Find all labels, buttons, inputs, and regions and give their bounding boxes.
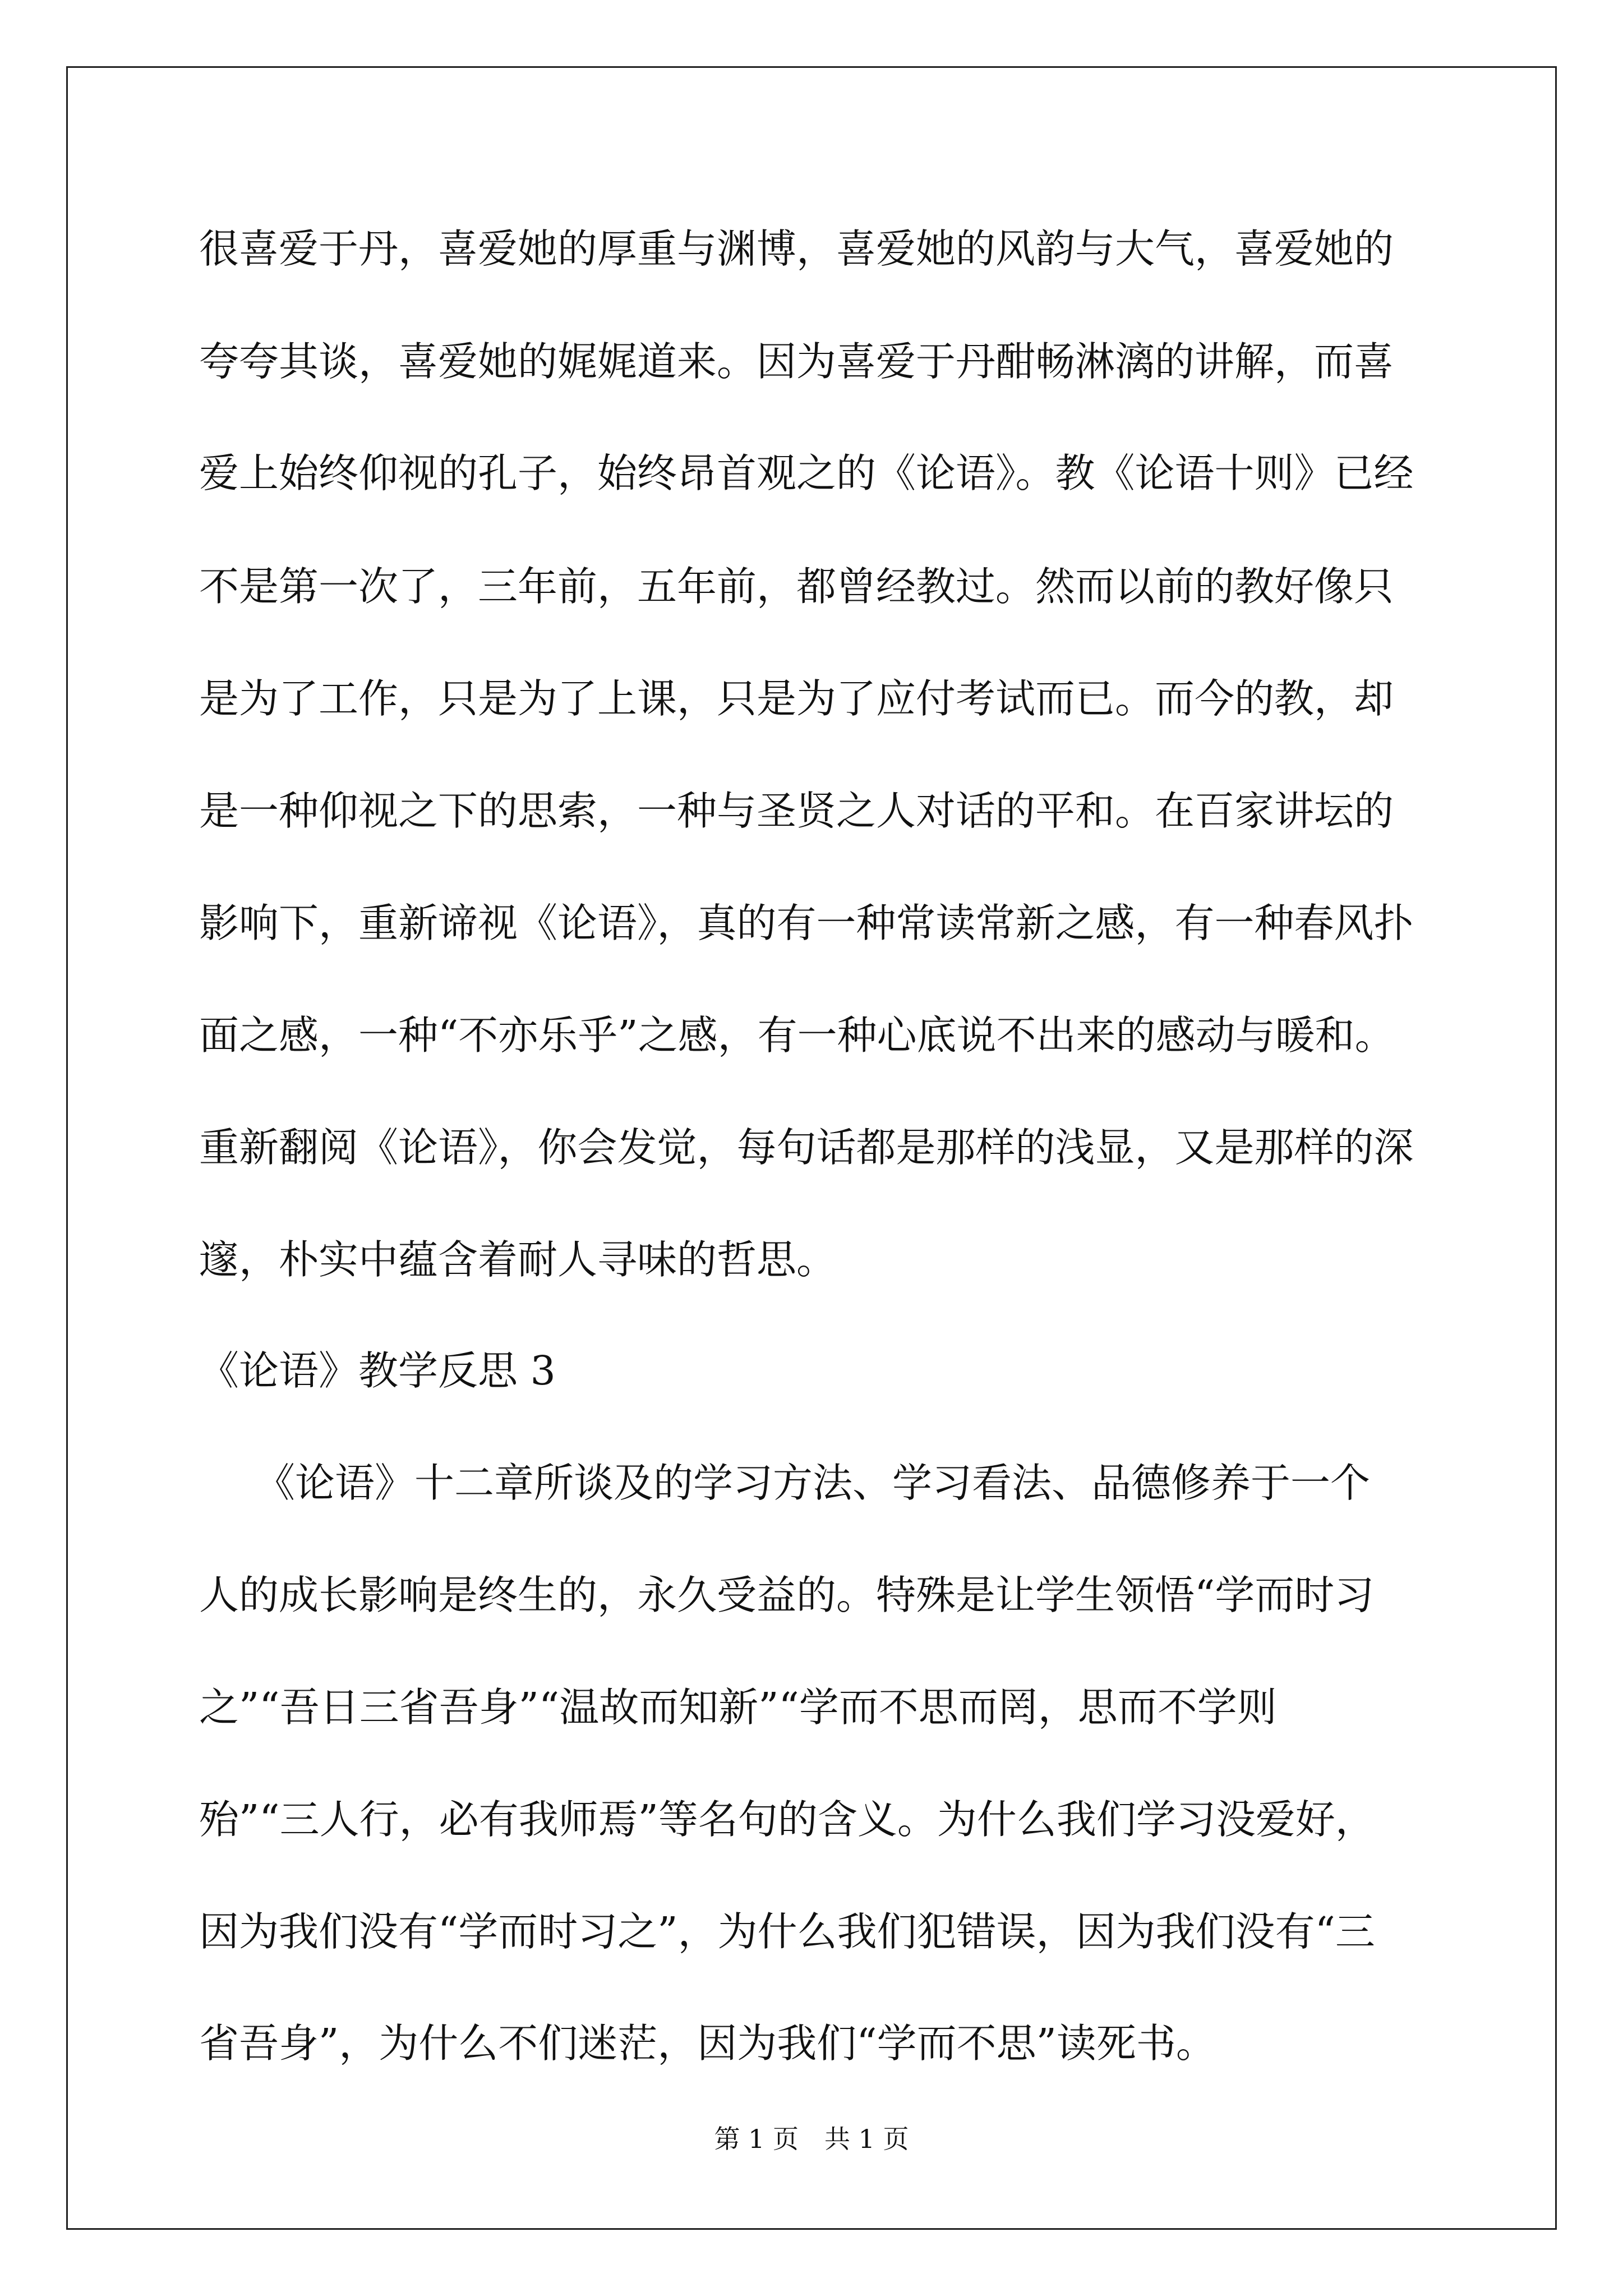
page-number: 第 1 页 共 1 页 — [714, 2124, 909, 2154]
paragraph-line: 因为我们没有“学而时习之”，为什么我们犯错误，因为我们没有“三 — [199, 1908, 1375, 1955]
paragraph-line: 是为了工作，只是为了上课，只是为了应付考试而已。而今的教，却 — [199, 675, 1394, 722]
paragraph-line: 夸夸其谈，喜爱她的娓娓道来。因为喜爱于丹酣畅淋漓的讲解，而喜 — [199, 338, 1394, 385]
paragraph-line: 殆”“三人行，必有我师焉”等名句的含义。为什么我们学习没爱好， — [199, 1796, 1375, 1843]
paragraph-line: 人的成长影响是终生的，永久受益的。特殊是让学生领悟“学而时习 — [199, 1572, 1375, 1618]
paragraph-line: 之”“吾日三省吾身”“温故而知新”“学而不思而罔，思而不学则 — [199, 1684, 1277, 1731]
paragraph-line: 不是第一次了，三年前，五年前，都曾经教过。然而以前的教好像只 — [199, 563, 1394, 610]
paragraph-line: 省吾身”，为什么不们迷茫，因为我们“学而不思”读死书。 — [199, 2020, 1216, 2067]
paragraph-line: 影响下，重新谛视《论语》，真的有一种常读常新之感，有一种春风扑 — [199, 900, 1414, 946]
paragraph-line: 很喜爱于丹，喜爱她的厚重与渊博，喜爱她的风韵与大气，喜爱她的 — [199, 226, 1394, 272]
paragraph-line: 《论语》十二章所谈及的学习方法、学习看法、品德修养于一个 — [255, 1460, 1371, 1506]
section-heading: 《论语》教学反思 3 — [199, 1347, 556, 1394]
paragraph-line: 爱上始终仰视的孔子，始终昂首观之的《论语》。教《论语十则》已经 — [199, 450, 1414, 496]
paragraph-line: 面之感，一种“不亦乐乎”之感，有一种心底说不出来的感动与暖和。 — [199, 1012, 1395, 1059]
paragraph-line: 邃，朴实中蕴含着耐人寻味的哲思。 — [199, 1236, 837, 1283]
paragraph-line: 重新翻阅《论语》，你会发觉，每句话都是那样的浅显，又是那样的深 — [199, 1124, 1414, 1171]
paragraph-line: 是一种仰视之下的思索，一种与圣贤之人对话的平和。在百家讲坛的 — [199, 788, 1394, 834]
